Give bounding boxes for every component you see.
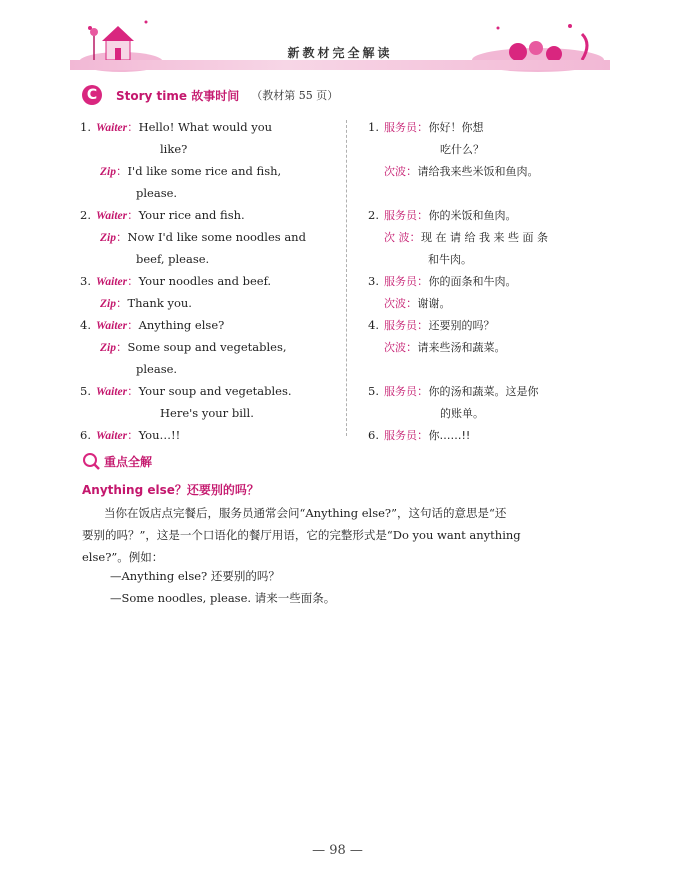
speaker-name: Waiter [96,386,128,398]
column-divider [346,120,347,436]
speaker-colon: ： [127,318,139,332]
line-number: 6. [368,428,379,442]
dialogue-line [368,226,600,248]
speaker-colon: ： [417,428,429,442]
dialogue-line [80,182,324,204]
dialogue-text: 吃什么？ [440,143,484,156]
dialogue-line [368,160,600,182]
speaker-name: 服务员 [384,121,417,134]
dialogue-line [368,424,600,446]
speaker-colon: ： [115,230,128,244]
speaker-colon: ： [115,296,128,310]
dialogue-line [368,358,600,380]
dialogue-line [80,424,324,446]
dialogue-line [80,336,324,358]
paragraph-line: 当你在饭店点完餐后，服务员通常会问“Anything else?”，这句话的意思是“还 [104,506,507,520]
line-number: 1. [80,120,91,134]
dialogue-text: Here's your bill. [160,406,254,420]
section-badge: C [82,85,102,105]
speaker-colon: ： [127,274,139,288]
dialogue-text: Some soup and vegetables, [127,340,287,354]
line-number: 5. [80,384,91,398]
example-line: —Anything else? 还要别的吗？ [110,569,280,583]
dialogue-line [80,292,324,314]
dialogue-text: Your soup and vegetables. [138,384,292,398]
dialogue-line [368,402,600,424]
dialogue-line [80,380,324,402]
dialogue-text: beef, please. [136,252,210,266]
dialogue-text: 和牛肉。 [428,253,472,266]
speaker-name: Zip [100,298,116,310]
line-number: 2. [368,208,379,222]
section-title: Story time 故事时间 [116,88,240,103]
line-number: 5. [368,384,379,398]
speaker-name: 服务员 [384,275,417,288]
speaker-colon: ： [115,164,128,178]
speaker-colon: ： [406,164,418,178]
speaker-name: Waiter [96,210,128,222]
section-heading [82,84,338,106]
dialogue-line [368,314,600,336]
dialogue-line [80,248,324,270]
speaker-colon: ： [409,230,421,244]
dialogue-text: 谢谢。 [417,297,451,310]
speaker-colon: ： [417,274,429,288]
speaker-colon: ： [417,120,429,134]
magnifier-icon [82,452,100,470]
dialogue-line [80,204,324,226]
speaker-colon: ： [417,318,429,332]
dialogue-text: You…!! [138,428,181,442]
dialogue-line [368,248,600,270]
dialogue-text: like? [160,142,188,156]
dialogue-line [368,138,600,160]
speaker-name: 服务员 [384,429,417,442]
dialogue-line [368,336,600,358]
speaker-name: 次波 [384,297,406,310]
speaker-name: 次波 [384,341,406,354]
dialogue-text: Your noodles and beef. [138,274,272,288]
speaker-name: Zip [100,232,116,244]
dialogue-text: 还要别的吗？ [428,319,495,332]
line-number: 3. [368,274,379,288]
speaker-name: 服务员 [384,319,417,332]
dialogue-text: please. [136,186,178,200]
dialogue-line [368,380,600,402]
dialogue-text: 你好！你想 [428,121,484,134]
dialogue-line [368,116,600,138]
dialogue-text: I'd like some rice and fish, [127,164,282,178]
dialogue-line [80,138,324,160]
dialogue-text: 请来些汤和蔬菜。 [417,341,506,354]
speaker-name: Waiter [96,276,128,288]
line-number: 2. [80,208,91,222]
dialogue-text: 你的米饭和鱼肉。 [428,209,517,222]
speaker-name: 服务员 [384,385,417,398]
dialogue-line [80,160,324,182]
section-reference: （教材第 55 页） [251,89,339,102]
dialogue-line [80,226,324,248]
example-line: —Some noodles, please. 请来一些面条。 [110,591,336,605]
speaker-name: Waiter [96,122,128,134]
dialogue-text: 你的面条和牛肉。 [428,275,517,288]
dialogue-line [80,116,324,138]
dialogue-text: please. [136,362,178,376]
header-banner [70,14,610,84]
dialogue-text: Your rice and fish. [138,208,245,222]
speaker-colon: ： [406,340,418,354]
speaker-colon: ： [115,340,128,354]
dialogue-text: Thank you. [127,296,192,310]
speaker-colon: ： [417,384,429,398]
line-number: 4. [80,318,91,332]
dialogue-line [80,314,324,336]
page-number: — 98 — [312,843,363,858]
dialogue-line [368,182,600,204]
header-subtitle: 新教材完全解读 [287,46,393,60]
speaker-name: Waiter [96,430,128,442]
speaker-name: 次 波 [384,231,410,244]
speaker-name: 次波 [384,165,406,178]
dialogue-text: Hello! What would you [138,120,273,134]
dialogue-text: 请给我来些米饭和鱼肉。 [417,165,539,178]
key-points-heading [82,452,152,470]
speaker-name: 服务员 [384,209,417,222]
key-points-subtitle: Anything else？还要别的吗？ [82,483,259,497]
speaker-name: Zip [100,166,116,178]
paragraph-line: else?”。例如： [82,550,164,564]
line-number: 3. [80,274,91,288]
dialogue-text: Anything else? [138,318,225,332]
speaker-colon: ： [127,208,139,222]
paragraph-line: 要别的吗？”，这是一个口语化的餐厅用语，它的完整形式是“Do you want anything [82,528,521,542]
dialogue-text: 现 在 请 给 我 来 些 面 条 [421,231,548,244]
speaker-name: Waiter [96,320,128,332]
dialogue-english [80,116,324,446]
speaker-colon: ： [127,384,139,398]
key-points-title: 重点全解 [104,454,153,469]
dialogue-line [80,270,324,292]
speaker-colon: ： [127,428,139,442]
dialogue-line [368,270,600,292]
header-band [70,60,610,70]
dialogue-chinese [368,116,600,446]
dialogue-text: 的账单。 [440,407,484,420]
dialogue-line [368,204,600,226]
dialogue-line [80,402,324,424]
speaker-colon: ： [406,296,418,310]
line-number: 6. [80,428,91,442]
line-number: 1. [368,120,379,134]
dialogue-text: 你的汤和蔬菜。这是你 [428,385,539,398]
line-number: 4. [368,318,379,332]
speaker-name: Zip [100,342,116,354]
dialogue-text: Now I'd like some noodles and [127,230,306,244]
speaker-colon: ： [417,208,429,222]
dialogue-line [368,292,600,314]
dialogue-line [80,358,324,380]
key-points-paragraph [82,502,596,568]
dialogue-text: 你……!! [428,429,471,442]
speaker-colon: ： [127,120,139,134]
